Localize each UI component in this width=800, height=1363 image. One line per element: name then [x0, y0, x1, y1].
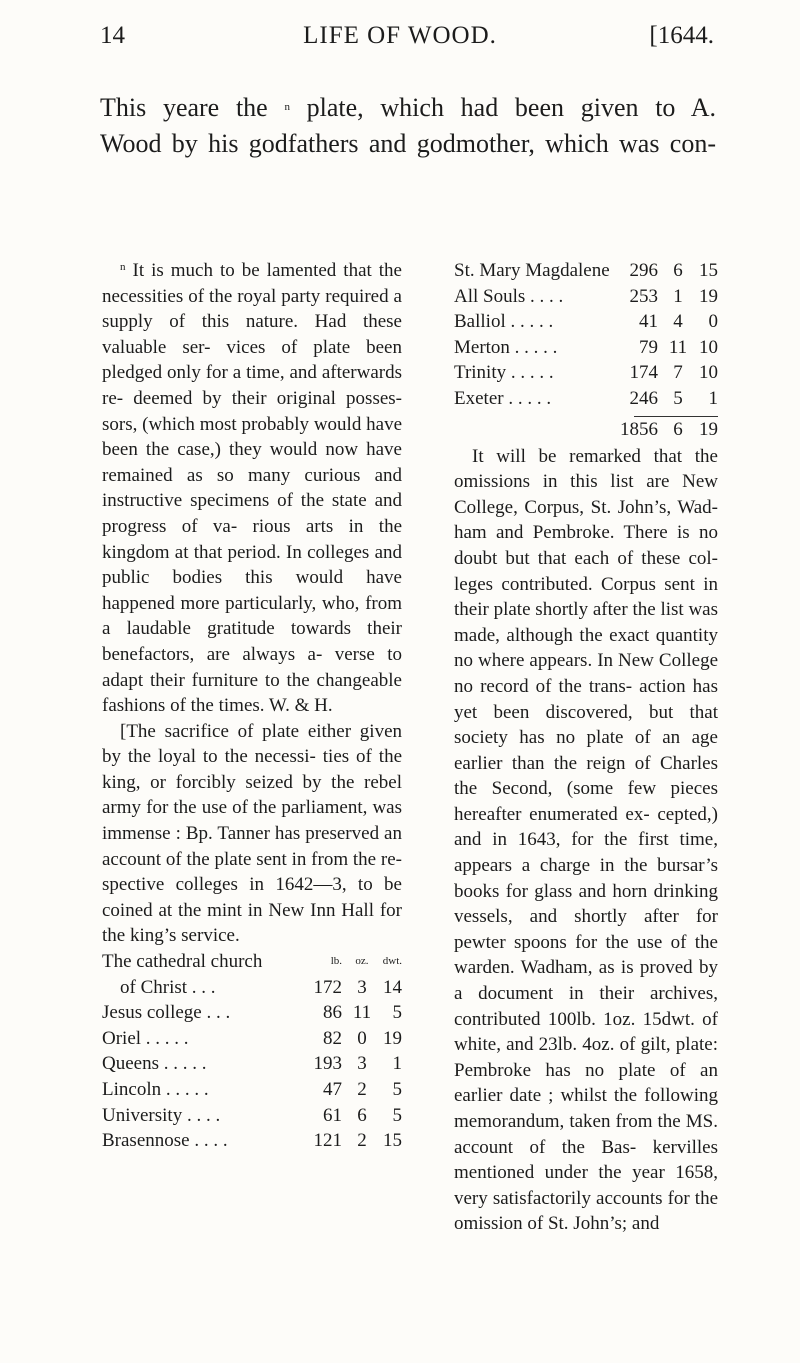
table-row: St. Mary Magdalene 296 6 15	[454, 260, 718, 281]
footnote-left-column	[102, 258, 402, 1154]
main-text-line-1: This yeare the $^n$ plate, which had been given to A.	[100, 93, 716, 122]
total-row: 1856 6 19	[620, 419, 718, 441]
table-row: Trinity . . . . . 174 7 10	[454, 362, 718, 384]
running-title: LIFE OF WOOD.	[303, 22, 497, 49]
page-header	[0, 22, 800, 62]
table-row: of Christ . . . 172 3 14	[120, 976, 402, 998]
table-row: Oriel . . . . . 82 0 19	[102, 1027, 402, 1049]
plate-table-left	[102, 949, 402, 1154]
header-year: [1644.	[649, 22, 714, 49]
table-row: Exeter . . . . . 246 5 1	[454, 387, 718, 409]
table-row: Merton . . . . . 79 11 10	[454, 336, 718, 358]
table-row: Queens . . . . . 193 3 1	[102, 1053, 402, 1075]
plate-table-right	[454, 258, 718, 412]
footnote-right-column	[454, 258, 718, 1237]
footnote-paragraph-2: [The sacrifice of plate either given by the loyal to the necessi- ties of the king, or forcibly seized by the rebel army for the use of the parliament, was immense : Bp. Tanner has preserved an account of the plate sent in from the re- spective colleges in 1642—3, to be coined at the mint in New Inn Hall for the king’s service.	[102, 720, 402, 947]
table-row: All Souls . . . . 253 1 19	[454, 285, 718, 307]
table-row: University . . . . 61 6 5	[102, 1104, 402, 1126]
footnote-paragraph-1: $^n$ It is much to be lamented that the necessities of the royal party required a supply of this nature. Had these valuable ser- vices of plate been pledged only for a time, and afterwards re- deemed by their original posses- sors, (which most probably would have been the case,) they would now have remained as so many curious and instructive specimens of the state and progress of va- rious arts in the kingdom at that period. In colleges and public bodies this would have happened more particularly, who, from a laudable gratitude towards their benefactors, are always a- verse to adapt their furniture to the changeable fashions of the times. W. & H.	[102, 260, 402, 717]
unit-dwt: dwt.	[382, 955, 402, 968]
main-text	[100, 90, 716, 162]
plate-total	[454, 417, 718, 444]
unit-oz: oz.	[355, 955, 369, 968]
footnote-reference: n	[284, 101, 290, 113]
page-number: 14	[100, 22, 125, 49]
table-row: Balliol . . . . . 41 4 0	[454, 311, 718, 333]
main-text-line-2: Wood by his godfathers and godmother, which was con-	[100, 129, 716, 158]
table-row: Jesus college . . . 86 11 5	[102, 1002, 402, 1024]
footnote-mark: n	[120, 261, 126, 273]
unit-lb: lb.	[330, 955, 342, 968]
footnote-paragraph-3: It will be remarked that the omissions in this list are New College, Corpus, St. John’s, Wad- ham and Pembroke. There is no doubt but that each of these col- leges contributed. Corpus sent in their plate shortly after the list was made, although the exact quantity no where appears. In New College no record of the trans- action has yet been discovered, but that society has no plate of an age earlier than the reign of Charles the Second, (some few pieces hereafter enumerated ex- cepted,) and in 1643, for the first time, appears a charge in the bursar’s books for glass and horn drinking vessels, and shortly after for pewter spoons for the use of the warden. Wadham, as is proved by a document in their archives, contributed 100lb. 1oz. 15dwt. of white, and 23lb. 4oz. of gilt, plate: Pembroke has no plate of an earlier date ; whilst the following memorandum, taken from the MS. account of the Bas- kervilles mentioned under the year 1658, very satisfactorily accounts for the omission of St. John’s; and	[454, 445, 718, 1235]
table-intro: The cathedral church	[102, 951, 263, 973]
table-row: Brasennose . . . . 121 2 15	[102, 1130, 402, 1152]
table-header-row	[102, 949, 402, 975]
table-row: Lincoln . . . . . 47 2 5	[102, 1079, 402, 1100]
